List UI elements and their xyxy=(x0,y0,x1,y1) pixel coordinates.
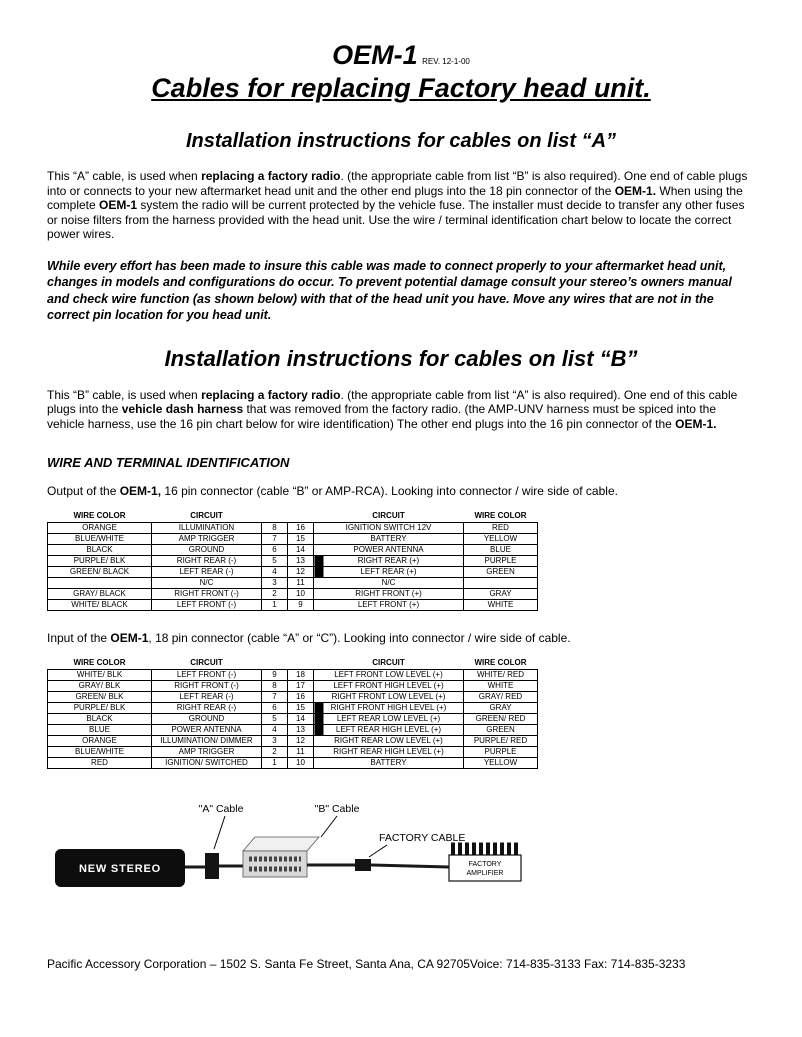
factory-amplifier-box xyxy=(449,855,521,881)
bold-run: replacing a factory radio xyxy=(201,387,341,402)
circuit-cell: LEFT REAR (-) xyxy=(152,692,262,703)
pin-number-cell: 12 xyxy=(288,567,314,578)
column-header: WIRE COLOR xyxy=(474,511,527,521)
circuit-cell: IGNITION/ SWITCHED xyxy=(152,758,262,769)
pin-number-cell: 6 xyxy=(262,703,288,714)
pin-number-cell: 15 xyxy=(288,534,314,545)
text-run: . (the appropriate cable from list “A” is also required). One end of this cable plugs into the xyxy=(47,387,738,417)
wire-color-cell: WHITE xyxy=(464,681,538,692)
wire-color-cell: GREEN xyxy=(464,567,538,578)
table-row xyxy=(48,556,538,567)
b-cable-pointer-line xyxy=(321,816,337,837)
wire-color-cell: YELLOW xyxy=(464,534,538,545)
pin-number-cell: 10 xyxy=(288,589,314,600)
column-header: CIRCUIT xyxy=(372,658,405,668)
pin-number-cell: 16 xyxy=(288,523,314,534)
table-row xyxy=(48,747,538,758)
pin-number-cell: 6 xyxy=(262,545,288,556)
column-header xyxy=(262,510,288,523)
circuit-cell: LEFT REAR HIGH LEVEL (+) xyxy=(314,725,464,736)
pin-number-cell: 13 xyxy=(288,556,314,567)
pin-number-cell: 5 xyxy=(262,714,288,725)
factory-cable-line xyxy=(371,865,449,867)
pin-number-cell: 12 xyxy=(288,736,314,747)
column-header: CIRCUIT xyxy=(190,511,223,521)
table-header-row xyxy=(48,510,538,523)
a-cable-pointer-line xyxy=(214,816,225,849)
factory-cable-connector xyxy=(355,859,371,871)
pin-number-cell: 11 xyxy=(288,578,314,589)
wire-color-cell: BLACK xyxy=(48,714,152,725)
wire-color-cell: RED xyxy=(464,523,538,534)
circuit-cell: RIGHT FRONT (-) xyxy=(152,589,262,600)
pin-number-cell: 2 xyxy=(262,747,288,758)
column-header: WIRE COLOR xyxy=(474,658,527,668)
wire-color-cell: ORANGE xyxy=(48,736,152,747)
factory-cable-label: FACTORY CABLE xyxy=(379,832,466,845)
table-row xyxy=(48,681,538,692)
warning-paragraph: While every effort has been made to insure this cable was made to connect properly to your aftermarket head unit, changes in models and configurations do occur. To prevent potential damage consult your stereo’s owners manual and check wire function (as shown below) with that of the head unit you have. Move any wires that are not in the correct pin location for you head unit. xyxy=(47,258,732,323)
text-run: 16 pin connector (cable “B” or AMP-RCA). Looking into connector / wire side of cable. xyxy=(161,484,618,499)
wire-color-cell: BLUE xyxy=(48,725,152,736)
table-row xyxy=(48,534,538,545)
wire-color-cell: GREEN/ BLK xyxy=(48,692,152,703)
wire-color-cell: YELLOW xyxy=(464,758,538,769)
circuit-cell: RIGHT FRONT HIGH LEVEL (+) xyxy=(314,703,464,714)
wire-color-cell: BLACK xyxy=(48,545,152,556)
pin-number-cell: 9 xyxy=(262,670,288,681)
column-header xyxy=(262,657,288,670)
pin-number-cell: 2 xyxy=(262,589,288,600)
circuit-cell: LEFT FRONT (-) xyxy=(152,600,262,611)
doc-title: OEM-1 xyxy=(332,40,418,70)
text-run: Input of the xyxy=(47,631,111,646)
circuit-cell: RIGHT FRONT (+) xyxy=(314,589,464,600)
wire-color-cell: WHITE xyxy=(464,600,538,611)
text-run: system the radio will be current protected by the vehicle fuse. The installer must decide to transfer any other fuses or noise filters from the harness provided with the head unit. Use the wire / terminal identification chart below to locate the correct power wires. xyxy=(47,198,745,242)
oem1-module-top xyxy=(243,837,319,851)
pin-number-cell: 15 xyxy=(288,703,314,714)
circuit-cell: ILLUMINATION/ DIMMER xyxy=(152,736,262,747)
factory-cable-pointer-line xyxy=(369,845,387,857)
text-run: . (the appropriate cable from list “B” is also required). One end of cable plugs into or connects to your new aftermarket head unit and the other end plugs into the 18 pin connector of the xyxy=(47,169,748,198)
pin-number-cell: 7 xyxy=(262,692,288,703)
circuit-cell: RIGHT FRONT LOW LEVEL (+) xyxy=(314,692,464,703)
wire-color-cell xyxy=(48,578,152,589)
circuit-cell: RIGHT REAR (+) xyxy=(314,556,464,567)
circuit-cell: RIGHT REAR HIGH LEVEL (+) xyxy=(314,747,464,758)
doc-subtitle: Cables for replacing Factory head unit. xyxy=(151,73,651,103)
pin-number-cell: 5 xyxy=(262,556,288,567)
table-row xyxy=(48,523,538,534)
circuit-cell: GROUND xyxy=(152,714,262,725)
text-run: Output of the xyxy=(47,484,120,499)
a-cable-label: "A" Cable xyxy=(198,803,244,816)
table-row xyxy=(48,692,538,703)
circuit-cell: LEFT REAR (+) xyxy=(314,567,464,578)
section-b-paragraph xyxy=(47,388,755,432)
bold-run: vehicle dash harness xyxy=(121,402,244,417)
wire-color-cell: BLUE/WHITE xyxy=(48,534,152,545)
pin-number-cell: 18 xyxy=(288,670,314,681)
wire-color-cell: PURPLE xyxy=(464,747,538,758)
column-header: CIRCUIT xyxy=(190,658,223,668)
pin-number-cell: 3 xyxy=(262,736,288,747)
table-row xyxy=(48,714,538,725)
title-row xyxy=(47,40,755,71)
section-a-paragraph xyxy=(47,169,755,242)
a-cable-connector xyxy=(205,853,219,879)
column-header xyxy=(288,510,314,523)
pin-number-cell: 3 xyxy=(262,578,288,589)
pin-number-cell: 14 xyxy=(288,545,314,556)
circuit-cell: RIGHT REAR (-) xyxy=(152,556,262,567)
circuit-cell: POWER ANTENNA xyxy=(314,545,464,556)
circuit-cell: RIGHT FRONT (-) xyxy=(152,681,262,692)
wire-color-cell: GRAY xyxy=(464,703,538,714)
oem1-module-body xyxy=(243,851,307,877)
wire-color-cell: BLUE xyxy=(464,545,538,556)
wire-color-cell: WHITE/ BLK xyxy=(48,670,152,681)
pin-number-cell: 11 xyxy=(288,747,314,758)
table-row xyxy=(48,567,538,578)
wire-color-cell: GRAY/ BLACK xyxy=(48,589,152,600)
pin-number-cell: 1 xyxy=(262,600,288,611)
circuit-cell: LEFT FRONT LOW LEVEL (+) xyxy=(314,670,464,681)
circuit-cell: AMP TRIGGER xyxy=(152,534,262,545)
section-b-heading: Installation instructions for cables on list “B” xyxy=(164,345,638,371)
doc-revision: REV. 12-1-00 xyxy=(422,57,470,66)
pin-number-cell: 1 xyxy=(262,758,288,769)
bold-run: OEM-1 xyxy=(99,198,138,213)
text-run: , 18 pin connector (cable “A” or “C”). Looking into connector / wire side of cable. xyxy=(148,631,571,646)
circuit-cell: AMP TRIGGER xyxy=(152,747,262,758)
section-a-heading: Installation instructions for cables on list “A” xyxy=(185,130,617,152)
circuit-cell: BATTERY xyxy=(314,534,464,545)
factory-amplifier-label-line1: FACTORY xyxy=(468,861,502,869)
wire-color-cell: BLUE/WHITE xyxy=(48,747,152,758)
circuit-cell: LEFT FRONT (-) xyxy=(152,670,262,681)
input-caption xyxy=(47,631,755,645)
pin-number-cell: 16 xyxy=(288,692,314,703)
table-row xyxy=(48,545,538,556)
table-row xyxy=(48,725,538,736)
circuit-cell: ILLUMINATION xyxy=(152,523,262,534)
bold-run: OEM-1, xyxy=(119,484,162,499)
wire-color-cell: RED xyxy=(48,758,152,769)
wire-color-cell xyxy=(464,578,538,589)
connection-diagram xyxy=(47,799,755,927)
column-header xyxy=(288,657,314,670)
pin-number-cell: 14 xyxy=(288,714,314,725)
table-row xyxy=(48,589,538,600)
pin-number-cell: 4 xyxy=(262,725,288,736)
table-row xyxy=(48,670,538,681)
column-header: WIRE COLOR xyxy=(73,658,126,668)
column-header: WIRE COLOR xyxy=(73,511,126,521)
bold-run: OEM-1. xyxy=(614,183,657,198)
wire-color-cell: WHITE/ RED xyxy=(464,670,538,681)
wire-color-cell: GREEN xyxy=(464,725,538,736)
circuit-cell: LEFT FRONT HIGH LEVEL (+) xyxy=(314,681,464,692)
circuit-cell: RIGHT REAR (-) xyxy=(152,703,262,714)
output-caption xyxy=(47,484,755,498)
wire-color-cell: PURPLE/ BLK xyxy=(48,703,152,714)
text-run: When using the complete xyxy=(47,183,743,213)
circuit-cell: IGNITION SWITCH 12V xyxy=(314,523,464,534)
circuit-cell: BATTERY xyxy=(314,758,464,769)
wire-color-cell: GREEN/ BLACK xyxy=(48,567,152,578)
table-row xyxy=(48,578,538,589)
diagram-svg xyxy=(47,799,757,927)
circuit-cell: RIGHT REAR LOW LEVEL (+) xyxy=(314,736,464,747)
table-row xyxy=(48,600,538,611)
pin-number-cell: 7 xyxy=(262,534,288,545)
wire-color-cell: GRAY/ BLK xyxy=(48,681,152,692)
new-stereo-label: NEW STEREO xyxy=(79,863,161,876)
wire-color-cell: WHITE/ BLACK xyxy=(48,600,152,611)
bold-run: OEM-1. xyxy=(675,416,717,431)
circuit-cell: LEFT REAR LOW LEVEL (+) xyxy=(314,714,464,725)
bold-run: replacing a factory radio xyxy=(201,169,341,183)
bold-run: OEM-1 xyxy=(110,631,149,646)
b-cable-label: "B" Cable xyxy=(314,803,360,816)
wire-color-cell: PURPLE xyxy=(464,556,538,567)
pin-number-cell: 4 xyxy=(262,567,288,578)
circuit-cell: POWER ANTENNA xyxy=(152,725,262,736)
factory-amplifier-label-line2: AMPLIFIER xyxy=(466,870,504,878)
footer-address: Pacific Accessory Corporation – 1502 S. Santa Fe Street, Santa Ana, CA 92705Voice: 714-835-3133 Fax: 714-835-3233 xyxy=(47,957,686,972)
circuit-cell: LEFT REAR (-) xyxy=(152,567,262,578)
table-row xyxy=(48,736,538,747)
circuit-cell: LEFT FRONT (+) xyxy=(314,600,464,611)
text-run: that was removed from the factory radio. (the AMP-UNV harness must be spiced into the vehicle harness, use the 16 pin chart below for wire identification) The other end plugs into the 16 pin connector of the xyxy=(47,402,716,431)
table-row xyxy=(48,703,538,714)
pin-number-cell: 9 xyxy=(288,600,314,611)
pin-number-cell: 13 xyxy=(288,725,314,736)
column-header: CIRCUIT xyxy=(372,511,405,521)
pin-number-cell: 10 xyxy=(288,758,314,769)
wire-color-cell: PURPLE/ BLK xyxy=(48,556,152,567)
pin18-table xyxy=(47,657,538,769)
text-run: This “A” cable, is used when xyxy=(47,169,202,183)
table-header-row xyxy=(48,657,538,670)
circuit-cell: GROUND xyxy=(152,545,262,556)
wire-color-cell: ORANGE xyxy=(48,523,152,534)
pin-number-cell: 8 xyxy=(262,681,288,692)
wire-color-cell: GRAY/ RED xyxy=(464,692,538,703)
pin16-table xyxy=(47,510,538,611)
text-run: This “B” cable, is used when xyxy=(47,387,202,402)
wire-color-cell: GREEN/ RED xyxy=(464,714,538,725)
wire-color-cell: GRAY xyxy=(464,589,538,600)
pin-number-cell: 17 xyxy=(288,681,314,692)
table-row xyxy=(48,758,538,769)
wire-color-cell: PURPLE/ RED xyxy=(464,736,538,747)
circuit-cell: N/C xyxy=(152,578,262,589)
circuit-cell: N/C xyxy=(314,578,464,589)
wire-id-heading: WIRE AND TERMINAL IDENTIFICATION xyxy=(47,455,290,471)
pin-number-cell: 8 xyxy=(262,523,288,534)
